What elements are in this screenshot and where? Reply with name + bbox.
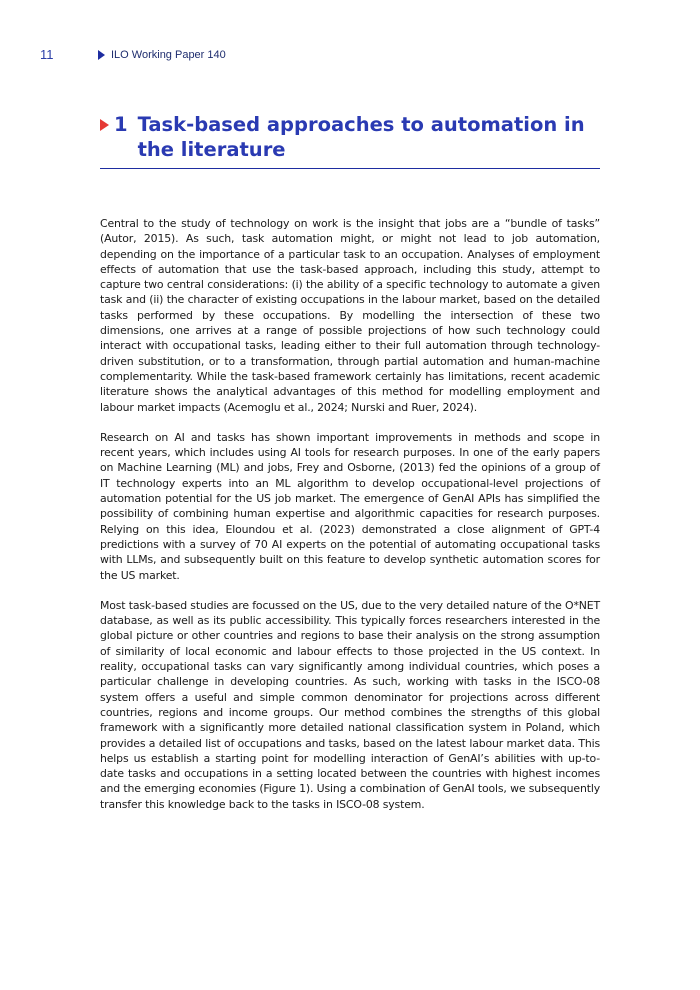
body-text	[100, 216, 600, 827]
section-heading	[100, 112, 600, 169]
section-title	[100, 112, 600, 162]
paragraph: Research on AI and tasks has shown important improvements in methods and scope in recent years, which includes using AI tools for research purposes. In one of the early papers on Machine Learning (ML) and jobs, Frey and Osborne, (2013) fed the opinions of a group of IT technology experts into an ML algorithm to develop occupational-level projections of automation potential for the US job market. The emergence of GenAI APIs has simplified the possibility of combining human expertise and algorithmic capacities for research purposes. Relying on this idea, Eloundou et al. (2023) demonstrated a close alignment of GPT-4 predictions with a survey of 70 AI experts on the potential of automating occupational tasks with LLMs, and subsequently built on this feature to develop synthetic automation scores for the US market.	[100, 430, 600, 582]
paragraph: Central to the study of technology on work is the insight that jobs are a “bundle of tasks” (Autor, 2015). As such, task automation might, or might not lead to job automation, depending on the importance of a particular task to an occupation. Analyses of employment effects of automation that use the task-based approach, including this study, attempt to capture two central considerations: (i) the ability of a specific technology to automate a given task and (ii) the character of existing occupations in the labour market, based on the detailed tasks performed by these occupations. By modelling the intersection of these two dimensions, one arrives at a range of possible projections of how such technology could interact with occupational tasks, leading either to their full automation through technology-driven substitution, or to a transformation, through partial automation and human-machine complementarity. While the task-based framework certainly has limitations, recent academic literature shows the analytical advantages of this method for modelling employment and labour market impacts (Acemoglu et al., 2024; Nurski and Ruer, 2024).	[100, 217, 600, 414]
section-title-text: Task-based approaches to automation in the literature	[137, 113, 585, 161]
running-header	[40, 47, 226, 62]
page-number: 11	[40, 47, 54, 62]
section-marker-icon	[100, 119, 109, 131]
section-number: 1	[114, 113, 128, 136]
triangle-right-icon	[98, 50, 105, 60]
series-title: ILO Working Paper 140	[111, 48, 226, 61]
paragraph: Most task-based studies are focussed on the US, due to the very detailed nature of the O*NET database, as well as its public accessibility. This typically forces researchers interested in the global picture or other countries and regions to base their analysis on the strong assumption of similarity of local economic and labour effects to those projected in the US context. In reality, occupational tasks can vary significantly among individual countries, which poses a particular challenge in developing countries. As such, working with tasks in the ISCO-08 system offers a useful and simple common denominator for projections across different countries, regions and income groups. Our method combines the strengths of this global framework with a significantly more detailed national classification system in Poland, which provides a detailed list of occupations and tasks, based on the latest labour market data. This helps us establish a starting point for modelling interaction of GenAI’s abilities with up-to-date tasks and occupations in a setting located between the countries with highest incomes and the emerging economies (Figure 1). Using a combination of GenAI tools, we subsequently transfer this knowledge back to the tasks in ISCO-08 system.	[100, 598, 600, 811]
